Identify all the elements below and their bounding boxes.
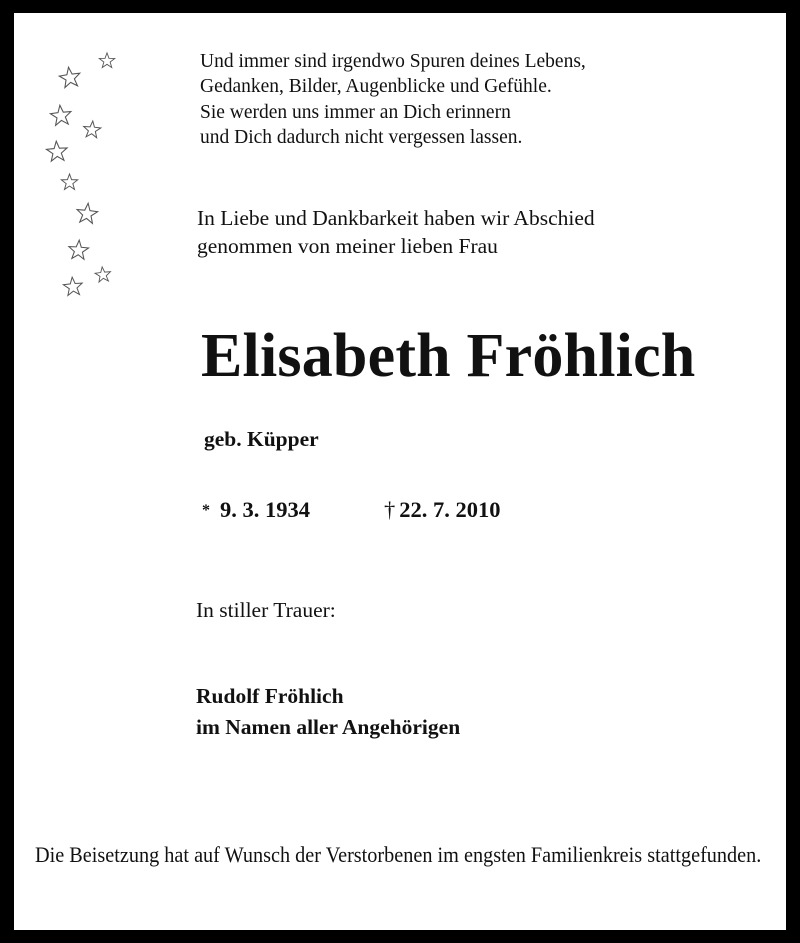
poem-line: Und immer sind irgendwo Spuren deines Lebens, xyxy=(200,51,586,72)
star-icon xyxy=(75,202,99,226)
star-decoration xyxy=(14,13,154,313)
star-icon xyxy=(98,52,116,70)
mourning-label: In stiller Trauer: xyxy=(196,598,336,622)
poem-line: Sie werden uns immer an Dich erinnern xyxy=(200,101,511,123)
star-icon xyxy=(62,276,84,298)
star-icon xyxy=(49,104,73,128)
life-dates xyxy=(202,497,501,523)
obituary-card xyxy=(14,13,786,930)
burial-note: Die Beisetzung hat auf Wunsch der Verstorbenen im engsten Familienkreis stattgefunden. xyxy=(35,842,762,867)
deceased-name: Elisabeth Fröhlich xyxy=(201,322,696,390)
star-icon xyxy=(58,66,82,90)
mourner-name: Rudolf Fröhlich xyxy=(196,684,344,708)
star-icon xyxy=(67,239,90,262)
intro-line: genommen von meiner lieben Frau xyxy=(197,234,498,258)
star-icon xyxy=(94,266,112,284)
cross-icon: † xyxy=(384,497,396,522)
mourner-note: im Namen aller Angehörigen xyxy=(196,715,461,739)
star-icon xyxy=(45,140,69,164)
intro-line: In Liebe und Dankbarkeit haben wir Abschied xyxy=(197,206,595,230)
mourners xyxy=(196,681,460,743)
maiden-name: geb. Küpper xyxy=(204,427,319,451)
star-icon xyxy=(82,120,102,140)
death-info xyxy=(384,497,501,523)
poem-verse xyxy=(200,49,586,150)
birth-date: 9. 3. 1934 xyxy=(220,497,310,522)
farewell-intro xyxy=(197,204,595,260)
death-date: 22. 7. 2010 xyxy=(399,497,501,522)
poem-line: Gedanken, Bilder, Augenblicke und Gefühle. xyxy=(200,76,552,98)
star-icon xyxy=(60,173,79,192)
poem-line: und Dich dadurch nicht vergessen lassen. xyxy=(200,126,523,148)
birth-symbol-icon: * xyxy=(202,502,210,519)
